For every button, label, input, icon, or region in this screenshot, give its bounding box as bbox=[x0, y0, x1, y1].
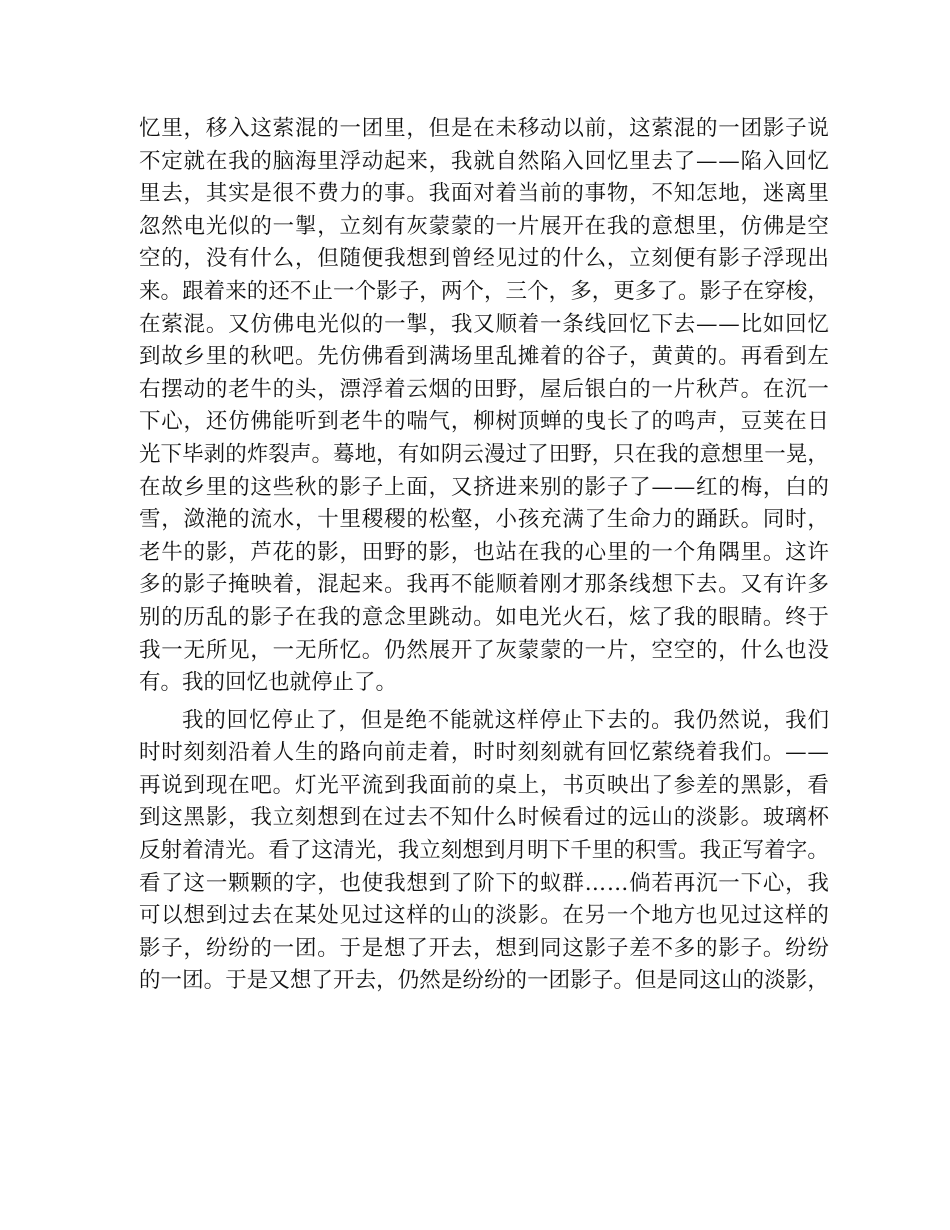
text-line: 右摆动的老牛的头，漂浮着云烟的田野，屋后银白的一片秋芦。在沉一 bbox=[139, 376, 830, 402]
text-line: 在故乡里的这些秋的影子上面，又挤进来别的影子了——红的梅，白的 bbox=[139, 474, 830, 500]
text-line: 忆里，移入这萦混的一团里，但是在未移动以前，这萦混的一团影子说 bbox=[139, 116, 830, 141]
text-line: 时时刻刻沿着人生的路向前走着，时时刻刻就有回忆萦绕着我们。—— bbox=[139, 740, 830, 766]
text-line: 里去，其实是很不费力的事。我面对着当前的事物，不知怎地，迷离里 bbox=[139, 181, 830, 207]
text-line: 多的影子掩映着，混起来。我再不能顺着刚才那条线想下去。又有许多 bbox=[139, 572, 830, 598]
paragraph bbox=[139, 113, 829, 700]
text-line: 老牛的影，芦花的影，田野的影，也站在我的心里的一个角隅里。这许 bbox=[139, 539, 830, 565]
text-line: 下心，还仿佛能听到老牛的喘气，柳树顶蝉的曳长了的鸣声，豆荚在日 bbox=[139, 409, 830, 435]
text-line: 到这黑影，我立刻想到在过去不知什么时候看过的远山的淡影。玻璃杯 bbox=[139, 805, 830, 831]
text-line: 影子，纷纷的一团。于是想了开去，想到同这影子差不多的影子。纷纷 bbox=[139, 935, 830, 961]
text-line: 看了这一颗颗的字，也使我想到了阶下的蚁群……倘若再沉一下心，我 bbox=[139, 870, 830, 896]
text-line: 到故乡里的秋吧。先仿佛看到满场里乱摊着的谷子，黄黄的。再看到左 bbox=[139, 344, 830, 370]
text-line: 来。跟着来的还不止一个影子，两个，三个，多，更多了。影子在穿梭， bbox=[139, 278, 829, 304]
text-line: 忽然电光似的一掣，立刻有灰蒙蒙的一片展开在我的意想里，仿佛是空 bbox=[139, 213, 830, 239]
text-line: 有。我的回忆也就停止了。 bbox=[139, 670, 398, 696]
text-line: 别的历乱的影子在我的意念里跳动。如电光火石，炫了我的眼睛。终于 bbox=[139, 604, 830, 630]
body-text bbox=[139, 113, 829, 998]
text-line-indented: 我的回忆停止了，但是绝不能就这样停止下去的。我仍然说，我们 bbox=[182, 707, 830, 733]
text-line: 可以想到过去在某处见过这样的山的淡影。在另一个地方也见过这样的 bbox=[139, 903, 830, 929]
paragraph bbox=[139, 705, 829, 998]
text-line: 反射着清光。看了这清光，我立刻想到月明下千里的积雪。我正写着字。 bbox=[139, 838, 829, 864]
text-line: 光下毕剥的炸裂声。蓦地，有如阴云漫过了田野，只在我的意想里一晃， bbox=[139, 441, 829, 467]
text-line: 空的，没有什么，但随便我想到曾经见过的什么，立刻便有影子浮现出 bbox=[139, 246, 830, 272]
text-line: 再说到现在吧。灯光平流到我面前的桌上，书页映出了参差的黑影，看 bbox=[139, 772, 830, 798]
text-line: 我一无所见，一无所忆。仍然展开了灰蒙蒙的一片，空空的，什么也没 bbox=[139, 637, 830, 663]
text-line: 不定就在我的脑海里浮动起来，我就自然陷入回忆里去了——陷入回忆 bbox=[139, 148, 830, 174]
text-line: 的一团。于是又想了开去，仍然是纷纷的一团影子。但是同这山的淡影， bbox=[139, 968, 829, 994]
text-line: 在萦混。又仿佛电光似的一掣，我又顺着一条线回忆下去——比如回忆 bbox=[139, 311, 830, 337]
text-line: 雪，潋滟的流水，十里稷稷的松壑，小孩充满了生命力的踊跃。同时， bbox=[139, 507, 830, 533]
